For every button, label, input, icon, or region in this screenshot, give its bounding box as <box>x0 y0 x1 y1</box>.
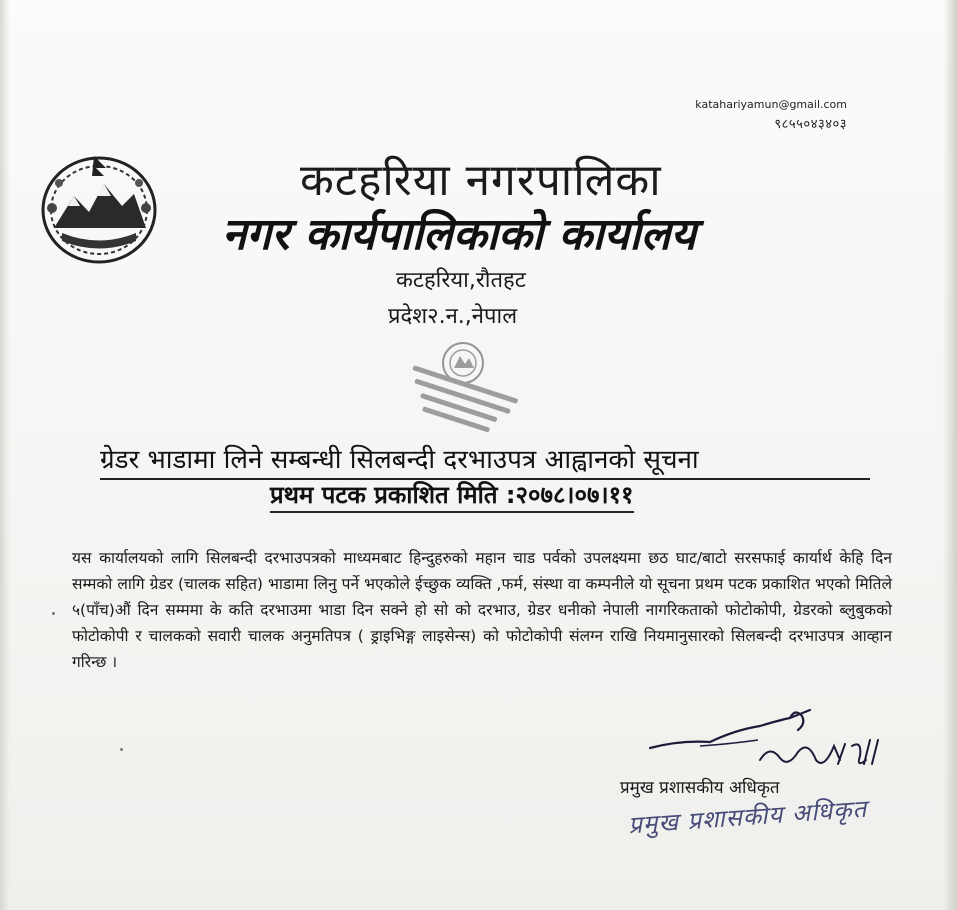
phone-number: ९८५५०४३४०३ <box>774 117 847 132</box>
address-line-2: प्रदेश२.न.,नेपाल <box>388 304 518 329</box>
paper-edge-right <box>943 0 957 910</box>
notice-title: ग्रेडर भाडामा लिने सम्बन्धी सिलबन्दी दरभाउपत्र आह्वानको सूचना <box>100 440 870 480</box>
address-line-1: कटहरिया,रौतहट <box>396 268 526 293</box>
office-seal-stamp-icon <box>388 338 538 443</box>
officer-title: प्रमुख प्रशासकीय अधिकृत <box>620 778 780 798</box>
speck <box>120 748 123 751</box>
speck <box>52 612 55 615</box>
paper-edge-left <box>0 0 10 910</box>
office-name: नगर कार्यपालिकाको कार्यालय <box>222 209 696 260</box>
published-date: प्रथम पटक प्रकाशित मिति :२०७८।०७।११ <box>270 478 634 513</box>
officer-stamp: प्रमुख प्रशासकीय अधिकृत <box>627 794 869 840</box>
nepal-government-emblem-icon <box>34 148 164 268</box>
notice-body: यस कार्यालयको लागि सिलबन्दी दरभाउपत्रको माध्यमबाट हिन्दुहरुको महान चाड पर्वको उपलक्ष्यमा छठ घाट/बाटो सरसफाई कार्यार्थ केहि दिन सम्मको लागि ग्रेडर (चालक सहित) भाडामा लिनु पर्ने भएकोले ईच्छुक व्यक्ति ,फर्म, संस्था वा कम्पनीले यो सूचना प्रथम पटक प्रकाशित भएको मितिले ५(पाँच)औं दिन सम्ममा के कति दरभाउमा भाडा दिन सक्ने हो सो को दरभाउ, ग्रेडर धनीको नेपाली नागरिकताको फोटोकोपी, ग्रेडरको ब्लुबुकको फोटोकोपी र चालकको सवारी चालक अनुमतिपत्र ( ड्राइभिङ्ग लाइसेन्स) को फोटोकोपी संलग्न राखि नियमानुसारको सिलबन्दी दरभाउपत्र आव्हान गरिन्छ । <box>72 549 892 671</box>
email-text: katahariyamun@gmail.com <box>695 98 847 111</box>
municipality-name: कटहरिया नगरपालिका <box>300 155 662 206</box>
contact-block <box>695 95 847 135</box>
